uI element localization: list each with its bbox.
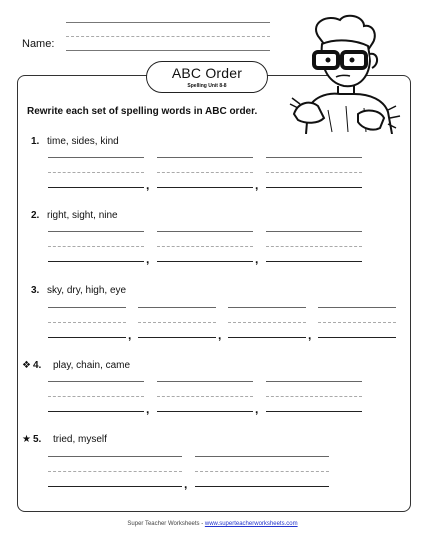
q3-dash (228, 322, 306, 323)
question-2-words: right, sight, nine (47, 210, 118, 221)
question-5-words: tried, myself (53, 434, 107, 445)
q3-dash (318, 322, 396, 323)
q1-guide (48, 157, 144, 158)
q4-answer-line-2[interactable] (157, 411, 253, 412)
comma: , (146, 402, 150, 416)
page-title: ABC Order (171, 65, 243, 81)
footer-link[interactable]: www.superteacherworksheets.com (204, 521, 298, 527)
q2-answer-line-1[interactable] (48, 261, 144, 262)
q4-answer-line-1[interactable] (48, 411, 144, 412)
q3-guide (228, 307, 306, 308)
q3-guide (48, 307, 126, 308)
name-guide-dash (66, 36, 270, 37)
q4-guide (157, 381, 253, 382)
footer (0, 521, 425, 527)
q4-guide (48, 381, 144, 382)
q3-dash (138, 322, 216, 323)
comma: , (128, 328, 132, 342)
q5-answer-line-1[interactable] (48, 486, 182, 487)
comma: , (255, 402, 259, 416)
q5-guide (48, 456, 182, 457)
star-icon: ★ (22, 434, 31, 445)
name-label: Name: (22, 38, 55, 50)
q4-dash (48, 396, 144, 397)
question-1-number: 1. (31, 136, 40, 147)
q2-answer-line-2[interactable] (157, 261, 253, 262)
comma: , (308, 328, 312, 342)
question-1-words: time, sides, kind (47, 136, 119, 147)
q2-guide (48, 231, 144, 232)
comma: , (218, 328, 222, 342)
q1-guide (157, 157, 253, 158)
q3-answer-line-2[interactable] (138, 337, 216, 338)
question-3-words: sky, dry, high, eye (47, 285, 127, 296)
q1-answer-line-3[interactable] (266, 187, 362, 188)
q5-dash (195, 471, 329, 472)
q2-answer-line-3[interactable] (266, 261, 362, 262)
q5-guide (195, 456, 329, 457)
comma: , (255, 178, 259, 192)
q3-guide (138, 307, 216, 308)
q3-answer-line-3[interactable] (228, 337, 306, 338)
q2-guide (266, 231, 362, 232)
comma: , (184, 477, 188, 491)
question-5-number: 5. (33, 434, 42, 445)
question-2-number: 2. (31, 210, 40, 221)
q5-dash (48, 471, 182, 472)
q1-answer-line-1[interactable] (48, 187, 144, 188)
q2-guide (157, 231, 253, 232)
q4-dash (266, 396, 362, 397)
q1-dash (157, 172, 253, 173)
q2-dash (266, 246, 362, 247)
comma: , (146, 252, 150, 266)
question-4-words: play, chain, came (53, 360, 131, 371)
q2-dash (157, 246, 253, 247)
q3-dash (48, 322, 126, 323)
q3-guide (318, 307, 396, 308)
q1-answer-line-2[interactable] (157, 187, 253, 188)
name-guide-top (66, 22, 270, 23)
page-subtitle: Spelling Unit 8-8 (187, 83, 227, 89)
teacher-illustration (288, 14, 406, 134)
comma: , (146, 178, 150, 192)
footer-text: Super Teacher Worksheets - (127, 521, 205, 527)
diamond-icon: ❖ (22, 360, 31, 371)
question-4-number: 4. (33, 360, 42, 371)
q4-dash (157, 396, 253, 397)
q4-answer-line-3[interactable] (266, 411, 362, 412)
instruction-text: Rewrite each set of spelling words in ABC order. (27, 106, 258, 117)
q4-guide (266, 381, 362, 382)
q5-answer-line-2[interactable] (195, 486, 329, 487)
q3-answer-line-1[interactable] (48, 337, 126, 338)
q3-answer-line-4[interactable] (318, 337, 396, 338)
name-input-line[interactable] (66, 50, 270, 51)
q2-dash (48, 246, 144, 247)
q1-dash (48, 172, 144, 173)
comma: , (255, 252, 259, 266)
q1-guide (266, 157, 362, 158)
q1-dash (266, 172, 362, 173)
title-box (146, 61, 268, 93)
question-3-number: 3. (31, 285, 40, 296)
